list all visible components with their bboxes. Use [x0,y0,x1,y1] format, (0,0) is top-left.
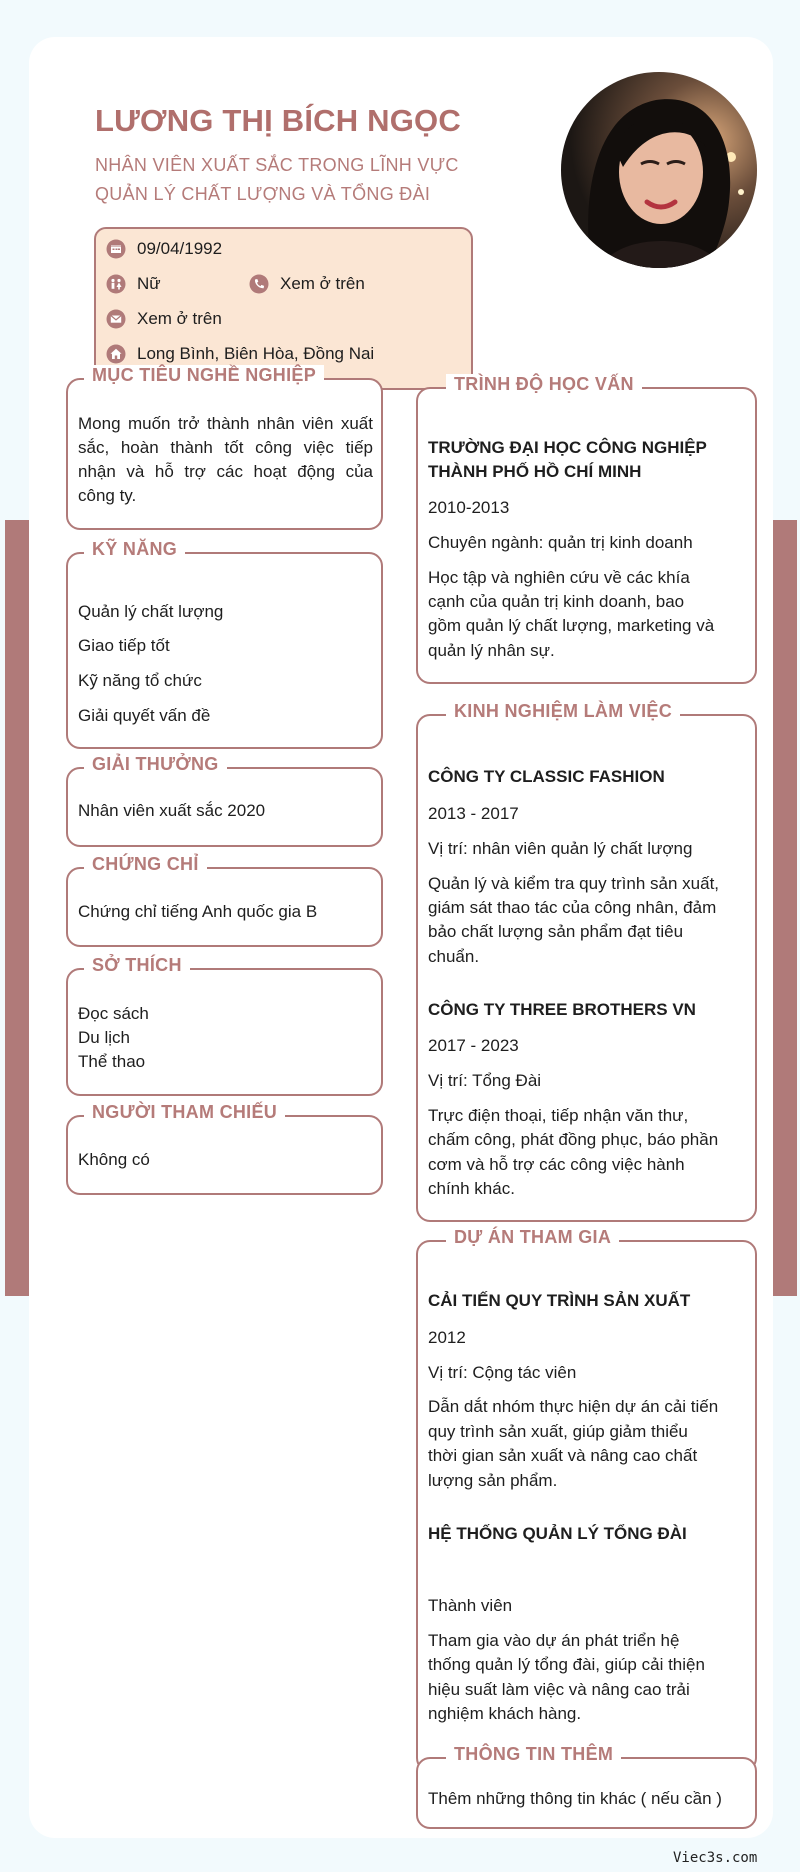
certificates-section [66,854,383,947]
decorative-band-left [5,520,29,1296]
education-desc-line: quản lý nhân sự. [428,641,555,660]
extra-info-text: Thêm những thông tin khác ( nếu cần ) [428,1789,722,1808]
hobby-item: Du lịch [78,1028,130,1047]
hobby-item: Đọc sách [78,1004,149,1023]
phone-text: Xem ở trên [280,274,365,293]
job-desc-line: Quản lý và kiểm tra quy trình sản xuất, [428,874,720,893]
award-text: Nhân viên xuất sắc 2020 [78,801,266,820]
references-section [66,1102,383,1195]
avatar [561,72,757,268]
projects-title: DỰ ÁN THAM GIA [446,1227,619,1248]
hobby-item: Thể thao [78,1052,146,1071]
project-desc-line: thời gian sản xuất và nâng cao chất [428,1446,698,1465]
contact-email-row [106,309,222,329]
birthday-text: 09/04/1992 [137,239,223,258]
cv-page [29,37,773,1838]
references-title: NGƯỜI THAM CHIẾU [84,1102,285,1123]
education-period: 2010-2013 [428,498,510,517]
contact-birthday-row [106,239,222,259]
job-desc-line: chuẩn. [428,947,480,966]
project-role: Vị trí: Cộng tác viên [428,1363,577,1382]
job-desc-line: Trực điện thoại, tiếp nhận văn thư, [428,1106,689,1125]
school-name-line-1: TRƯỜNG ĐẠI HỌC CÔNG NGHIỆP [428,438,707,457]
candidate-title-line-2: QUẢN LÝ CHẤT LƯỢNG VÀ TỔNG ĐÀI [95,184,431,204]
project-name: HỆ THỐNG QUẢN LÝ TỔNG ĐÀI [428,1524,687,1543]
project-desc-line: thống quản lý tổng đài, giúp cải thiện [428,1655,705,1674]
job-company: CÔNG TY CLASSIC FASHION [428,767,665,786]
home-icon [106,344,126,364]
email-text: Xem ở trên [137,309,222,328]
project-name: CẢI TIẾN QUY TRÌNH SẢN XUẤT [428,1291,691,1310]
hobbies-section [66,955,383,1096]
awards-section [66,754,383,847]
project-year: 2012 [428,1328,466,1347]
contact-gender-row [106,274,161,294]
project-desc-line: lượng sản phẩm. [428,1471,558,1490]
email-icon [106,309,126,329]
job-desc-line: chấm công, phát đồng phục, báo phần [428,1130,719,1149]
extra-info-title: THÔNG TIN THÊM [446,1744,621,1765]
objective-section [66,365,383,530]
contact-phone-row [249,274,365,294]
skills-section [66,539,383,749]
skill-item: Giải quyết vấn đề [78,706,211,725]
project-desc-line: hiệu suất làm việc và nâng cao trải [428,1680,690,1699]
objective-text: Mong muốn trở thành nhân viên xuất sắc, hoàn thành tốt công việc tiếp nhận và hỗ trợ các hoạt động của công ty. [78,414,373,505]
school-name-line-2: THÀNH PHỐ HỒ CHÍ MINH [428,462,642,481]
phone-icon [249,274,269,294]
skills-title: KỸ NĂNG [84,539,185,560]
job-desc-line: bảo chất lượng sản phẩm đạt tiêu [428,922,684,941]
gender-icon [106,274,126,294]
project-role: Thành viên [428,1596,513,1615]
project-desc-line: nghiệm khách hàng. [428,1704,582,1723]
education-desc-line: Học tập và nghiên cứu về các khía [428,568,690,587]
candidate-name: LƯƠNG THỊ BÍCH NGỌC [95,103,461,138]
job-desc-line: cơm và hỗ trợ các công việc hành [428,1155,685,1174]
job-company: CÔNG TY THREE BROTHERS VN [428,1000,696,1019]
job-period: 2013 - 2017 [428,804,519,823]
education-desc-line: cạnh của quản trị kinh doanh, bao [428,592,685,611]
hobbies-title: SỞ THÍCH [84,955,190,976]
projects-section [416,1227,757,1772]
job-period: 2017 - 2023 [428,1036,519,1055]
certificates-title: CHỨNG CHỈ [84,854,207,875]
experience-title: KINH NGHIỆM LÀM VIỆC [446,701,680,722]
extra-info-section [416,1744,757,1829]
references-text: Không có [78,1150,150,1169]
awards-title: GIẢI THƯỞNG [84,754,227,775]
watermark: Viec3s.com [673,1850,758,1866]
experience-section [416,701,757,1222]
education-major: Chuyên ngành: quản trị kinh doanh [428,533,693,552]
project-desc-line: quy trình sản xuất, giúp giảm thiểu [428,1422,688,1441]
skill-item: Quản lý chất lượng [78,602,224,621]
project-desc-line: Dẫn dắt nhóm thực hiện dự án cải tiến [428,1397,719,1416]
skill-item: Giao tiếp tốt [78,636,170,655]
job-position: Vị trí: nhân viên quản lý chất lượng [428,839,693,858]
address-text: Long Bình, Biên Hòa, Đồng Nai [137,344,375,363]
education-section [416,374,757,684]
job-desc-line: chính khác. [428,1179,515,1198]
certificate-text: Chứng chỉ tiếng Anh quốc gia B [78,902,318,921]
calendar-icon [106,239,126,259]
contact-address-row [106,344,374,364]
gender-text: Nữ [137,274,161,293]
project-desc-line: Tham gia vào dự án phát triển hệ [428,1631,680,1650]
job-position: Vị trí: Tổng Đài [428,1071,542,1090]
skill-item: Kỹ năng tổ chức [78,671,202,690]
candidate-title-line-1: NHÂN VIÊN XUẤT SẮC TRONG LĨNH VỰC [95,155,459,175]
education-title: TRÌNH ĐỘ HỌC VẤN [446,374,642,395]
job-desc-line: giám sát thao tác của công nhân, đảm [428,898,717,917]
decorative-band-right [773,520,797,1296]
education-desc-line: gồm quản lý chất lượng, marketing và [428,616,715,635]
objective-title: MỤC TIÊU NGHỀ NGHIỆP [84,365,324,386]
